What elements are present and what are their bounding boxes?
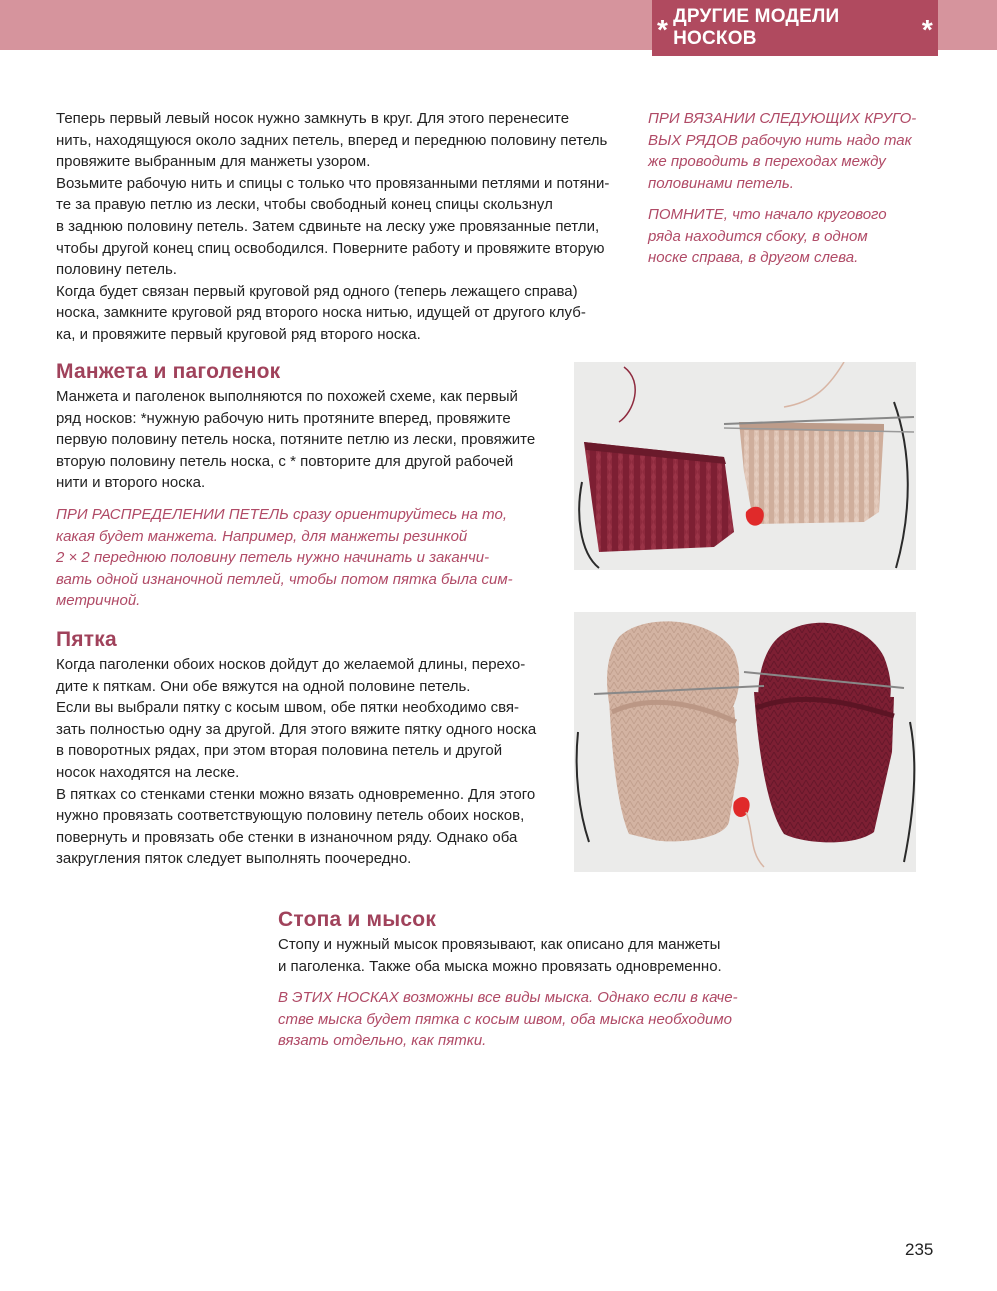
heel-line: закругления пяток следует выполнять поочередно. — [56, 850, 412, 868]
foot-line: Стопу и нужный мысок провязывают, как описано для манжеты — [278, 936, 721, 953]
cuff-note — [56, 504, 513, 612]
cuff-text — [56, 386, 535, 494]
intro-line: в заднюю половину петель. Затем сдвиньте на леску уже провязанные петли, — [56, 217, 600, 235]
heading-foot: Стопа и мысок — [278, 908, 437, 931]
cuff-line: первую половину петель носка, потяните петлю из лески, провяжите — [56, 431, 536, 449]
photo-heels — [574, 612, 916, 872]
intro-line: носка, замкните круговой ряд второго носка нитью, идущей от другого клуб- — [56, 304, 586, 322]
chapter-tab — [652, 0, 938, 56]
photo-cuffs-on-needles — [574, 362, 916, 570]
foot-note — [278, 987, 738, 1052]
intro-line: ка, и провяжите первый круговой ряд второго носка. — [56, 325, 421, 343]
heel-line: Если вы выбрали пятку с косым швом, обе пятки необходимо свя- — [56, 699, 519, 717]
cuff-line: вторую половину петель носка, с * повторите для другой рабочей — [56, 452, 514, 470]
intro-line: те за правую петлю из лески, чтобы свободный конец спицы скользнул — [56, 196, 553, 214]
heading-cuff: Манжета и паголенок — [56, 360, 281, 383]
note-line: половинами петель. — [648, 174, 794, 192]
note-line: ПРИ РАСПРЕДЕЛЕНИИ ПЕТЕЛЬ сразу ориентируйтесь на то, — [56, 506, 508, 523]
note-line: же проводить в переходах между — [648, 153, 886, 171]
heel-text — [56, 654, 536, 870]
note-line: ВЫХ РЯДОВ рабочую нить надо так — [648, 131, 912, 149]
side-note-rows — [648, 108, 916, 194]
note-line: ряда находится сбоку, в одном — [648, 227, 868, 245]
note-line: какая будет манжета. Например, для манжеты резинкой — [56, 527, 468, 545]
heel-line: Когда паголенки обоих носков дойдут до желаемой длины, перехо- — [56, 656, 526, 673]
note-line: носке справа, в другом слева. — [648, 249, 859, 267]
page-number: 235 — [905, 1240, 934, 1259]
heel-line: дите к пяткам. Они обе вяжутся на одной половине петель. — [56, 677, 471, 695]
intro-line: чтобы другой конец спиц освободился. Поверните работу и провяжите вторую — [56, 239, 605, 257]
side-note-remember — [648, 204, 887, 269]
chapter-title: ДРУГИЕ МОДЕЛИ НОСКОВ — [673, 6, 840, 49]
heel-line: повернуть и провязать обе стенки в изнаночном ряду. Однако оба — [56, 828, 518, 846]
note-line: 2 × 2 переднюю половину петель нужно начинать и заканчи- — [56, 549, 490, 567]
intro-line: нить, находящуюся около задних петель, вперед и переднюю половину петель — [56, 131, 608, 149]
foot-line: и паголенка. Также оба мыска можно провязать одновременно. — [278, 957, 722, 975]
cuff-line: нити и второго носка. — [56, 474, 206, 492]
foot-text — [278, 934, 722, 977]
star-icon: * — [921, 14, 933, 45]
note-line: вать одной изнаночной петлей, чтобы потом пятка была сим- — [56, 570, 513, 588]
heading-heel: Пятка — [56, 628, 117, 651]
intro-line: Возьмите рабочую нить и спицы с только что провязанными петлями и потяни- — [56, 174, 610, 192]
note-line: В ЭТИХ НОСКАХ возможны все виды мыска. Однако если в каче- — [278, 989, 738, 1006]
cuff-line: Манжета и паголенок выполняются по похожей схеме, как первый — [56, 388, 518, 405]
heel-line: носок находятся на леске. — [56, 763, 240, 781]
intro-line: Когда будет связан первый круговой ряд одного (теперь лежащего справа) — [56, 282, 578, 300]
star-icon: * — [657, 14, 669, 45]
heel-line: в поворотных рядах, при этом вторая половина петель и другой — [56, 742, 503, 760]
heel-line: зать полностью одну за другой. Для этого вяжите пятку одного носка — [56, 720, 537, 738]
cuff-line: ряд носков: *нужную рабочую нить протяните вперед, провяжите — [56, 409, 511, 427]
note-line: стве мыска будет пятка с косым швом, оба мыска необходимо — [278, 1010, 733, 1028]
heel-line: нужно провязать соответствующую половину петель обоих носков, — [56, 807, 525, 825]
heel-line: В пятках со стенками стенки можно вязать одновременно. Для этого — [56, 785, 536, 803]
intro-line: Теперь первый левый носок нужно замкнуть в круг. Для этого перенесите — [56, 110, 570, 127]
intro-line: половину петель. — [56, 261, 177, 279]
note-line: ПРИ ВЯЗАНИИ СЛЕДУЮЩИХ КРУГО- — [648, 110, 917, 127]
intro-line: провяжите выбранным для манжеты узором. — [56, 153, 371, 171]
note-line: метричной. — [56, 592, 141, 610]
note-line: вязать отдельно, как пятки. — [278, 1032, 487, 1050]
note-line: ПОМНИТЕ, что начало кругового — [648, 206, 887, 223]
intro-text — [56, 108, 609, 346]
